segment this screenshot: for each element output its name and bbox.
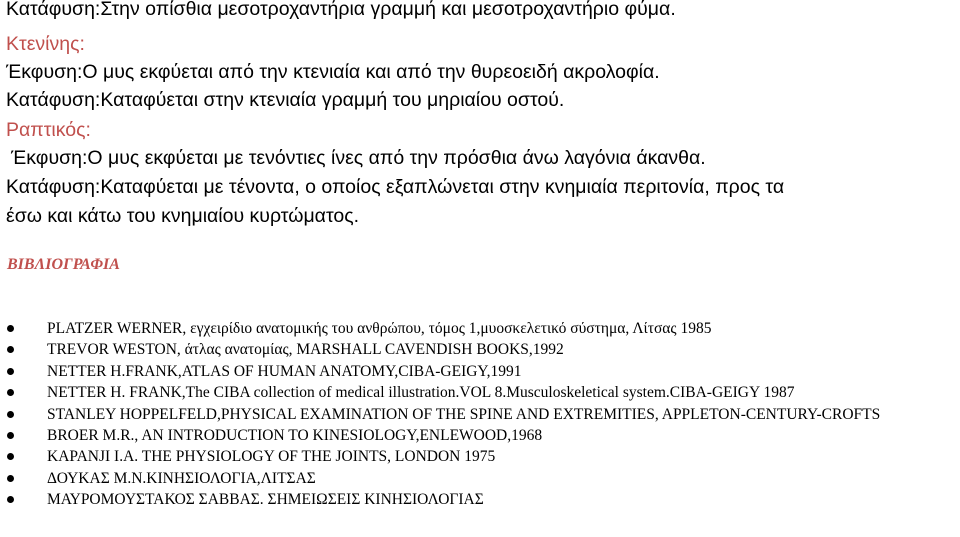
bibliography-item-text: ΜΑΥΡΟΜΟΥΣΤΑΚΟΣ ΣΑΒΒΑΣ. ΣΗΜΕΙΩΣΕΙΣ ΚΙΝΗΣΙΟΛΟΓΙΑΣ	[47, 491, 484, 509]
bullet-icon	[7, 346, 14, 353]
bibliography-item-text: TREVOR WESTON, άτλας ανατομίας, MARSHALL CAVENDISH BOOKS,1992	[47, 341, 564, 359]
insertion-line-sartorius-continued: έσω και κάτω του κνημιαίου κυρτώματος.	[6, 205, 360, 227]
bibliography-item	[0, 361, 960, 382]
bullet-icon	[7, 432, 14, 439]
bibliography-item	[0, 489, 960, 510]
bullet-icon	[7, 496, 14, 503]
section-heading-sartorius: Ραπτικός:	[6, 119, 91, 141]
bibliography-item	[0, 318, 960, 339]
bullet-icon	[7, 325, 14, 332]
bibliography-item-text: STANLEY HOPPELFELD,PHYSICAL EXAMINATION OF THE SPINE AND EXTREMITIES, APPLETON-CENTURY-CROFTS	[47, 405, 881, 423]
bullet-icon	[7, 389, 14, 396]
insertion-line-pectineus: Κατάφυση:Καταφύεται στην κτενιαία γραμμή του μηριαίου οστού.	[6, 89, 565, 111]
insertion-line-quadratus-femoris: Κατάφυση:Στην οπίσθια μεσοτροχαντήρια γραμμή και μεσοτροχαντήριο φύμα.	[6, 0, 676, 20]
bullet-icon	[7, 368, 14, 375]
bibliography-item	[0, 339, 960, 360]
bullet-icon	[7, 475, 14, 482]
bibliography-item-text: NETTER H.FRANK,ATLAS OF HUMAN ANATOMY,CIBA-GEIGY,1991	[47, 362, 522, 380]
bibliography-item-text: ΔΟΥΚΑΣ Μ.Ν.ΚΙΝΗΣΙΟΛΟΓΙΑ,ΛΙΤΣΑΣ	[47, 469, 316, 487]
origin-line-pectineus: Έκφυση:Ο μυς εκφύεται από την κτενιαία και από την θυρεοειδή ακρολοφία.	[6, 61, 660, 83]
bibliography-item-text: BROER M.R., AN INTRODUCTION TO KINESIOLOGY,ENLEWOOD,1968	[47, 427, 543, 445]
bibliography-item-text: NETTER H. FRANK,The CIBA collection of medical illustration.VOL 8.Musculoskeletical system.CIBA-GEIGY 1987	[47, 384, 795, 402]
bibliography-list	[0, 318, 960, 511]
bibliography-title: ΒΙΒΛΙΟΓΡΑΦΙΑ	[7, 256, 120, 273]
bullet-icon	[7, 411, 14, 418]
bibliography-item	[0, 446, 960, 467]
bibliography-item	[0, 382, 960, 403]
insertion-line-sartorius: Κατάφυση:Καταφύεται με τένοντα, ο οποίος εξαπλώνεται στην κνημιαία περιτονία, προς τα	[6, 176, 785, 198]
bullet-icon	[7, 453, 14, 460]
section-heading-pectineus: Κτενίνης:	[6, 33, 85, 55]
bibliography-item	[0, 425, 960, 446]
origin-line-sartorius: Έκφυση:Ο μυς εκφύεται με τενόντιες ίνες από την πρόσθια άνω λαγόνια άκανθα.	[11, 147, 706, 169]
bibliography-item	[0, 468, 960, 489]
bibliography-item-text: PLATZER WERNER, εγχειρίδιο ανατομικής του ανθρώπου, τόμος 1,μυοσκελετικό σύστημα, Λίτσας 1985	[47, 320, 712, 337]
bibliography-item-text: KAPANJI I.A. THE PHYSIOLOGY OF THE JOINTS, LONDON 1975	[47, 448, 496, 466]
bibliography-item	[0, 404, 960, 425]
